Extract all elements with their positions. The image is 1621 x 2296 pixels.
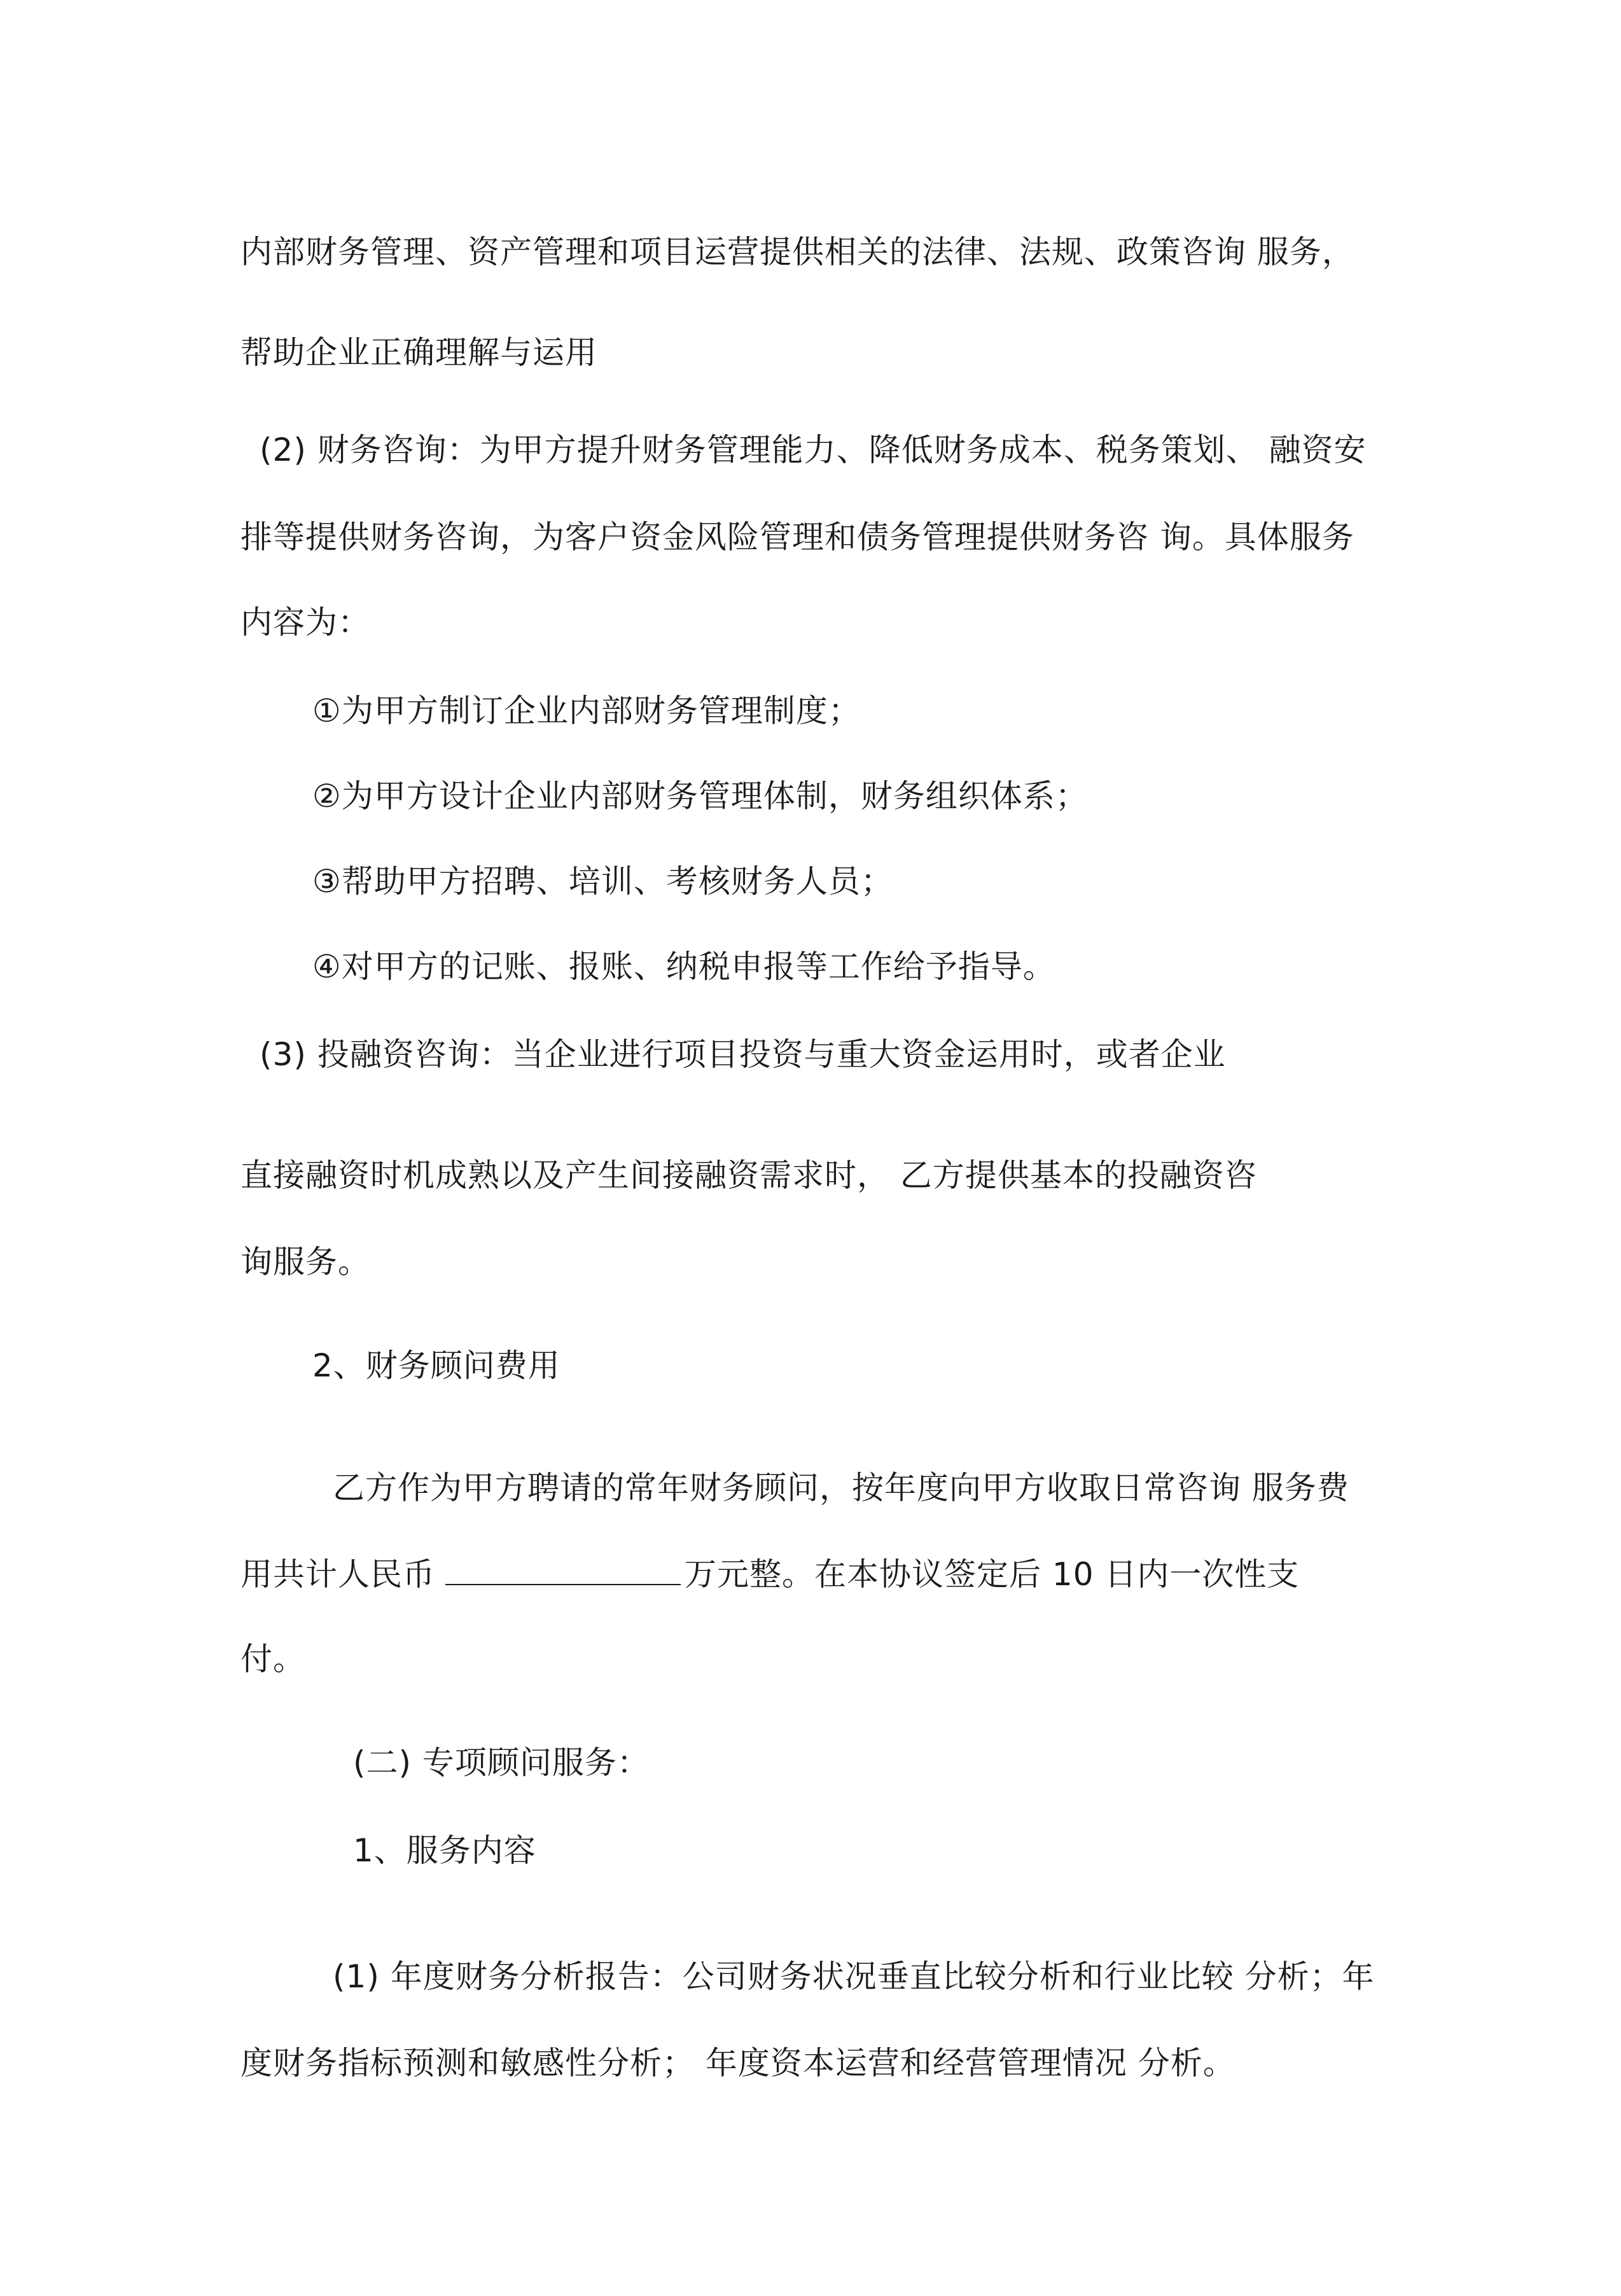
paragraph-line: 乙方作为甲方聘请的常年财务顾问，按年度向甲方收取日常咨询 服务费 (333, 1469, 1349, 1506)
paragraph-line: (3) 投融资咨询：当企业进行项目投资与重大资金运用时，或者企业 (260, 1036, 1226, 1073)
fill-in-blank (445, 1553, 681, 1585)
paragraph-line: 排等提供财务咨询，为客户资金风险管理和债务管理提供财务咨 询。具体服务 (240, 519, 1354, 556)
paragraph-line: (2) 财务咨询：为甲方提升财务管理能力、降低财务成本、税务策划、 融资安 (260, 431, 1367, 468)
paragraph-line-with-blank (240, 1553, 1299, 1595)
paragraph-line: (1) 年度财务分析报告：公司财务状况垂直比较分析和行业比较 分析；年 (333, 1958, 1375, 1995)
paragraph-line: 直接融资时机成熟以及产生间接融资需求时， 乙方提供基本的投融资咨 (240, 1157, 1257, 1194)
list-item: ③帮助甲方招聘、培训、考核财务人员； (312, 863, 893, 900)
section-heading: 2、财务顾问费用 (312, 1347, 560, 1384)
paragraph-line: 帮助企业正确理解与运用 (240, 334, 597, 371)
section-heading: 1、服务内容 (353, 1832, 536, 1869)
paragraph-line: 内部财务管理、资产管理和项目运营提供相关的法律、法规、政策咨询 服务， (240, 234, 1354, 270)
paragraph-line: 度财务指标预测和敏感性分析； 年度资本运营和经营管理情况 分析。 (240, 2045, 1235, 2082)
paragraph-line: 询服务。 (240, 1243, 370, 1280)
paragraph-text: 用共计人民币 (240, 1556, 435, 1593)
paragraph-line: 内容为： (240, 604, 370, 641)
list-item: ②为甲方设计企业内部财务管理体制，财务组织体系； (312, 778, 1088, 815)
paragraph-text: 万元整。在本协议签定后 10 日内一次性支 (685, 1556, 1300, 1593)
list-item: ①为甲方制订企业内部财务管理制度； (312, 692, 861, 729)
paragraph-line: 付。 (240, 1641, 305, 1677)
list-item: ④对甲方的记账、报账、纳税申报等工作给予指导。 (312, 948, 1055, 985)
section-heading: (二) 专项顾问服务： (353, 1744, 650, 1781)
